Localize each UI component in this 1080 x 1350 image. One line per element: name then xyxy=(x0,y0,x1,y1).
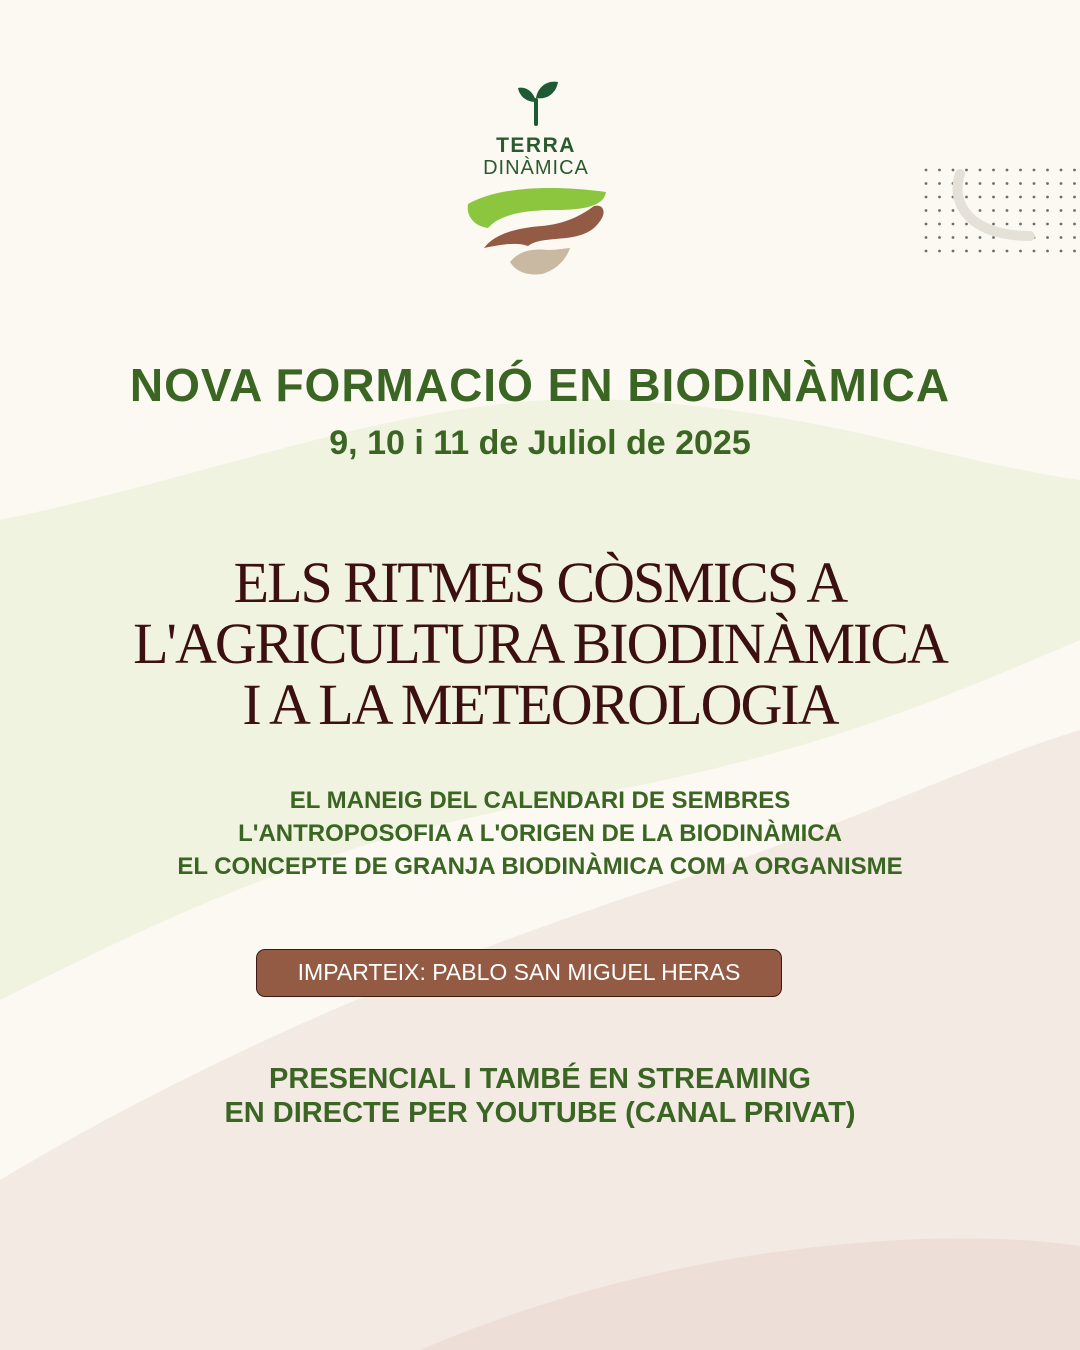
decorative-dot xyxy=(1033,223,1036,226)
decorative-dot xyxy=(1006,169,1009,172)
decorative-dot xyxy=(1019,182,1022,185)
decorative-dot xyxy=(979,182,982,185)
decorative-dot xyxy=(1006,182,1009,185)
decorative-dot xyxy=(1060,196,1063,199)
decorative-dot xyxy=(1046,223,1049,226)
decorative-dot xyxy=(965,250,968,253)
course-title-line-3: I A LA METEOROLOGIA xyxy=(242,672,838,737)
decorative-dot xyxy=(992,250,995,253)
decorative-dot xyxy=(1073,236,1076,239)
decorative-dot xyxy=(1060,209,1063,212)
decorative-dot xyxy=(965,223,968,226)
decorative-dot xyxy=(979,250,982,253)
decorative-dot xyxy=(1046,250,1049,253)
decorative-dot xyxy=(938,250,941,253)
decorative-dot xyxy=(979,196,982,199)
decorative-dot xyxy=(992,196,995,199)
decorative-dot xyxy=(1019,169,1022,172)
decorative-dot xyxy=(938,196,941,199)
decorative-dot xyxy=(1006,209,1009,212)
decorative-dot xyxy=(938,169,941,172)
topic-item: EL MANEIG DEL CALENDARI DE SEMBRES xyxy=(289,787,791,814)
course-title-line-2: L'AGRICULTURA BIODINÀMICA xyxy=(133,611,947,676)
decorative-dot xyxy=(1046,169,1049,172)
course-title-line-1: ELS RITMES CÒSMICS A xyxy=(233,550,847,615)
topic-item: L'ANTROPOSOFIA A L'ORIGEN DE LA BIODINÀMICA xyxy=(238,820,842,847)
event-heading: NOVA FORMACIÓ EN BIODINÀMICA xyxy=(129,359,951,411)
decorative-dot xyxy=(938,223,941,226)
decorative-dot xyxy=(1033,209,1036,212)
decorative-dot xyxy=(952,223,955,226)
landscape-layers-icon xyxy=(466,184,608,280)
decorative-dot xyxy=(938,209,941,212)
decorative-dot xyxy=(965,196,968,199)
decorative-dot xyxy=(1073,169,1076,172)
decorative-dot xyxy=(1019,250,1022,253)
decorative-dot xyxy=(1033,169,1036,172)
decorative-dot xyxy=(1046,196,1049,199)
decorative-dot xyxy=(952,169,955,172)
decorative-dot xyxy=(1060,250,1063,253)
decorative-dot xyxy=(925,223,928,226)
decorative-dot xyxy=(979,236,982,239)
topics-list xyxy=(0,784,1080,883)
decorative-dot xyxy=(992,182,995,185)
decorative-dot xyxy=(1060,223,1063,226)
decorative-dot xyxy=(965,169,968,172)
decorative-dot xyxy=(1046,209,1049,212)
decorative-dot xyxy=(938,182,941,185)
decorative-dot xyxy=(992,209,995,212)
decorative-dot xyxy=(952,236,955,239)
decorative-dot xyxy=(1006,223,1009,226)
topic-item: EL CONCEPTE DE GRANJA BIODINÀMICA COM A ORGANISME xyxy=(177,853,903,880)
event-dates: 9, 10 i 11 de Juliol de 2025 xyxy=(329,424,751,462)
decorative-dot xyxy=(938,236,941,239)
decorative-dot xyxy=(925,236,928,239)
decorative-dot xyxy=(992,223,995,226)
decorative-dot xyxy=(1033,196,1036,199)
decorative-dot xyxy=(1006,250,1009,253)
attendance-mode xyxy=(0,1062,1080,1130)
decorative-dot xyxy=(1006,196,1009,199)
decorative-dot xyxy=(1046,236,1049,239)
attendance-mode-line-2: EN DIRECTE PER YOUTUBE (CANAL PRIVAT) xyxy=(224,1097,856,1129)
decorative-dot xyxy=(1060,236,1063,239)
decorative-dot xyxy=(965,236,968,239)
decorative-dot xyxy=(979,169,982,172)
decorative-dot xyxy=(1073,250,1076,253)
sprout-icon xyxy=(514,76,560,126)
course-title xyxy=(0,552,1080,735)
decorative-dot xyxy=(925,182,928,185)
decorative-dot xyxy=(1073,196,1076,199)
decorative-dot xyxy=(1073,182,1076,185)
decorative-dot xyxy=(925,169,928,172)
decorative-dot xyxy=(992,169,995,172)
decorative-dot-grid xyxy=(920,164,1080,256)
decorative-dot xyxy=(925,250,928,253)
decorative-dot xyxy=(1019,223,1022,226)
decorative-dot xyxy=(952,209,955,212)
teacher-badge: IMPARTEIX: PABLO SAN MIGUEL HERAS xyxy=(256,949,782,997)
decorative-dot xyxy=(1033,182,1036,185)
attendance-mode-line-1: PRESENCIAL I TAMBÉ EN STREAMING xyxy=(269,1063,811,1095)
brand-name-line2: DINÀMICA xyxy=(483,157,589,179)
decorative-dot xyxy=(965,182,968,185)
brand-name-line1: TERRA xyxy=(496,134,576,157)
decorative-dot xyxy=(1060,169,1063,172)
decorative-dot xyxy=(1033,250,1036,253)
decorative-dot xyxy=(952,250,955,253)
decorative-dot xyxy=(1060,182,1063,185)
decorative-dot xyxy=(1073,209,1076,212)
terra-dinamica-logo xyxy=(440,70,640,290)
decorative-dot xyxy=(925,196,928,199)
decorative-dot xyxy=(979,209,982,212)
decorative-dot xyxy=(1046,182,1049,185)
decorative-dot xyxy=(1019,196,1022,199)
decorative-dot xyxy=(925,209,928,212)
decorative-dot xyxy=(1019,209,1022,212)
decorative-dot xyxy=(1073,223,1076,226)
